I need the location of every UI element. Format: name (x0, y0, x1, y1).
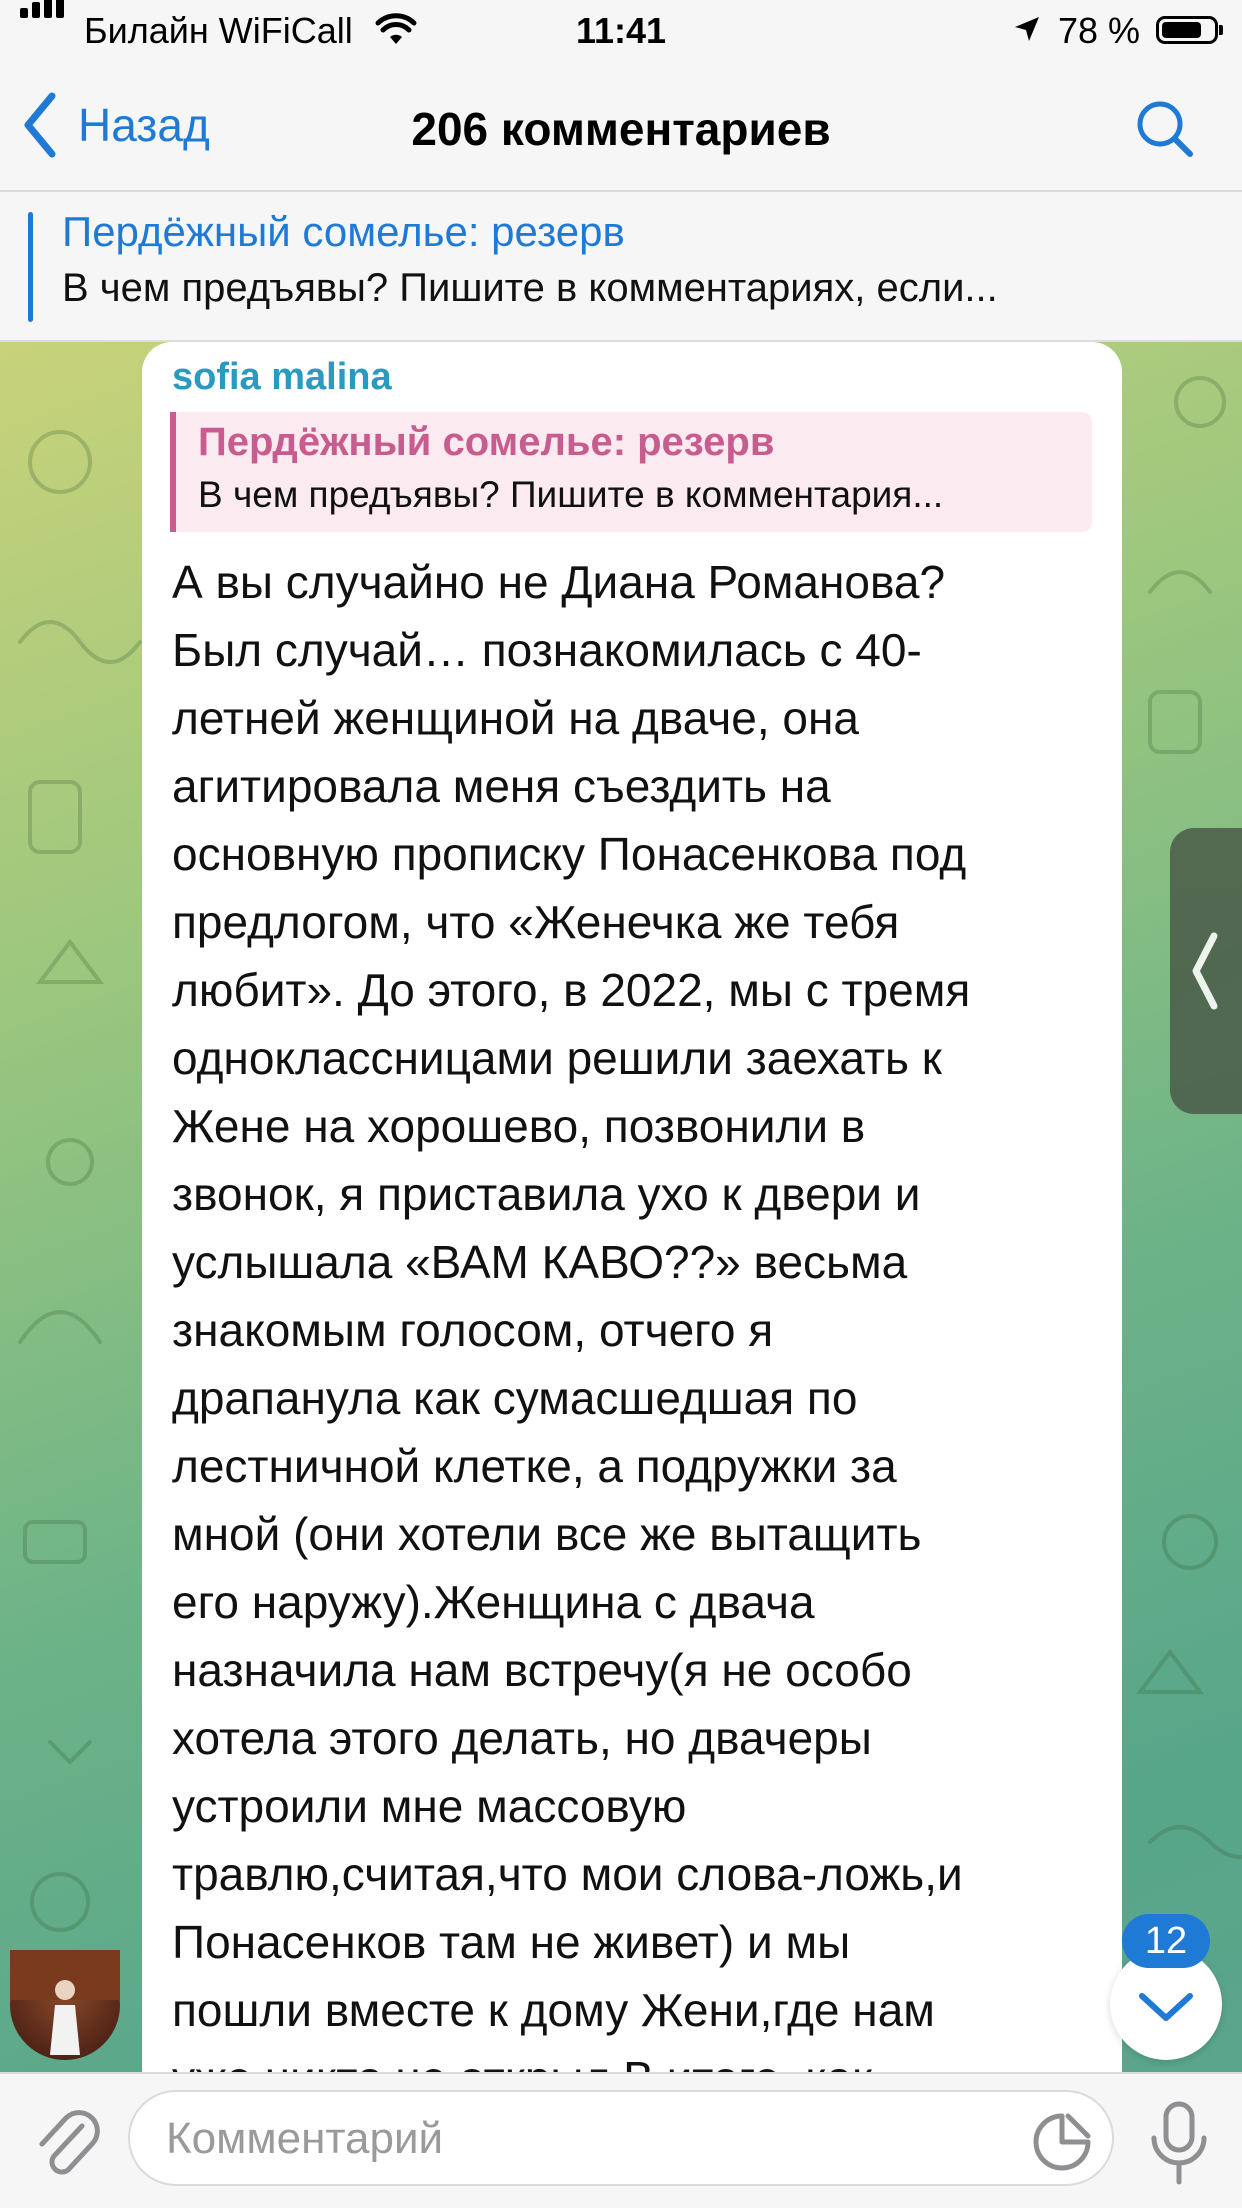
carrier-label: Билайн WiFiCall (84, 10, 353, 51)
message-line: любит». До этого, в 2022, мы с тремя (172, 964, 971, 1016)
message-line: одноклассницами решили заехать к (172, 1032, 942, 1084)
message-line: травлю,считая,что мои слова-ложь,и (172, 1848, 963, 1900)
paperclip-icon[interactable] (30, 2104, 100, 2184)
message-line: устроили мне массовую (172, 1780, 687, 1832)
avatar[interactable] (10, 1950, 120, 2060)
unread-count-badge: 12 (1122, 1914, 1210, 1968)
message-line: А вы случайно не Диана Романова? (172, 556, 946, 608)
message-bubble[interactable] (142, 342, 1122, 2072)
quote-title: Пердёжный сомелье: резерв (198, 420, 775, 464)
clock: 11:41 (575, 10, 667, 51)
side-panel-handle[interactable] (1170, 828, 1242, 1114)
microphone-icon[interactable] (1146, 2098, 1212, 2188)
message-line: звонок, я приставила ухо к двери и (172, 1168, 921, 1220)
avatar-photo (10, 1950, 120, 2060)
battery-icon (1156, 16, 1218, 44)
quote-accent-bar (170, 412, 176, 532)
message-line: предлогом, что «Женечка же тебя (172, 896, 900, 948)
pinned-accent-bar (28, 212, 33, 322)
message-line: летней женщиной на дваче, она (172, 692, 859, 744)
message-line: агитировала меня съездить на (172, 760, 831, 812)
message-line: Был случай… познакомилась с 40- (172, 624, 922, 676)
message-text (172, 548, 1102, 2112)
comment-input-container[interactable] (128, 2090, 1114, 2186)
pinned-text: В чем предъявы? Пишите в комментариях, если... (62, 266, 998, 310)
message-line: лестничной клетке, а подружки за (172, 1440, 897, 1492)
back-label: Назад (78, 99, 210, 151)
comment-input[interactable] (164, 2106, 1028, 2172)
location-arrow-icon (1012, 14, 1042, 44)
status-bar (0, 0, 1242, 62)
quote-text: В чем предъявы? Пишите в комментария... (198, 474, 944, 515)
battery-fill (1162, 22, 1201, 38)
message-line: драпанула как сумасшедшая по (172, 1372, 858, 1424)
message-line: услышала «ВАМ КАВО??» весьма (172, 1236, 908, 1288)
chat-area[interactable] (0, 342, 1242, 2072)
search-icon[interactable] (1130, 94, 1200, 164)
message-line: назначила нам встречу(я не особо (172, 1644, 912, 1696)
message-line: Жене на хорошево, позвонили в (172, 1100, 866, 1152)
chevron-left-icon (1170, 828, 1242, 1114)
message-line: пошли вместе к дому Жени,где нам (172, 1984, 935, 2036)
page-title: 206 комментариев (411, 103, 831, 155)
battery-percentage: 78 % (1058, 10, 1141, 51)
pinned-title: Пердёжный сомелье: резерв (62, 208, 625, 255)
message-line: его наружу).Женщина с двача (172, 1576, 815, 1628)
reply-quote[interactable] (170, 412, 1092, 532)
message-line: мной (они хотели все же вытащить (172, 1508, 922, 1560)
message-author[interactable]: sofia malina (172, 356, 392, 398)
pinned-post[interactable] (0, 192, 1242, 342)
message-line: основную прописку Понасенкова под (172, 828, 967, 880)
sticker-icon[interactable] (1030, 2110, 1094, 2174)
nav-bar (0, 62, 1242, 192)
message-line: знакомым голосом, отчего я (172, 1304, 774, 1356)
message-line: хотела этого делать, но двачеры (172, 1712, 872, 1764)
message-line: Понасенков там не живет) и мы (172, 1916, 851, 1968)
